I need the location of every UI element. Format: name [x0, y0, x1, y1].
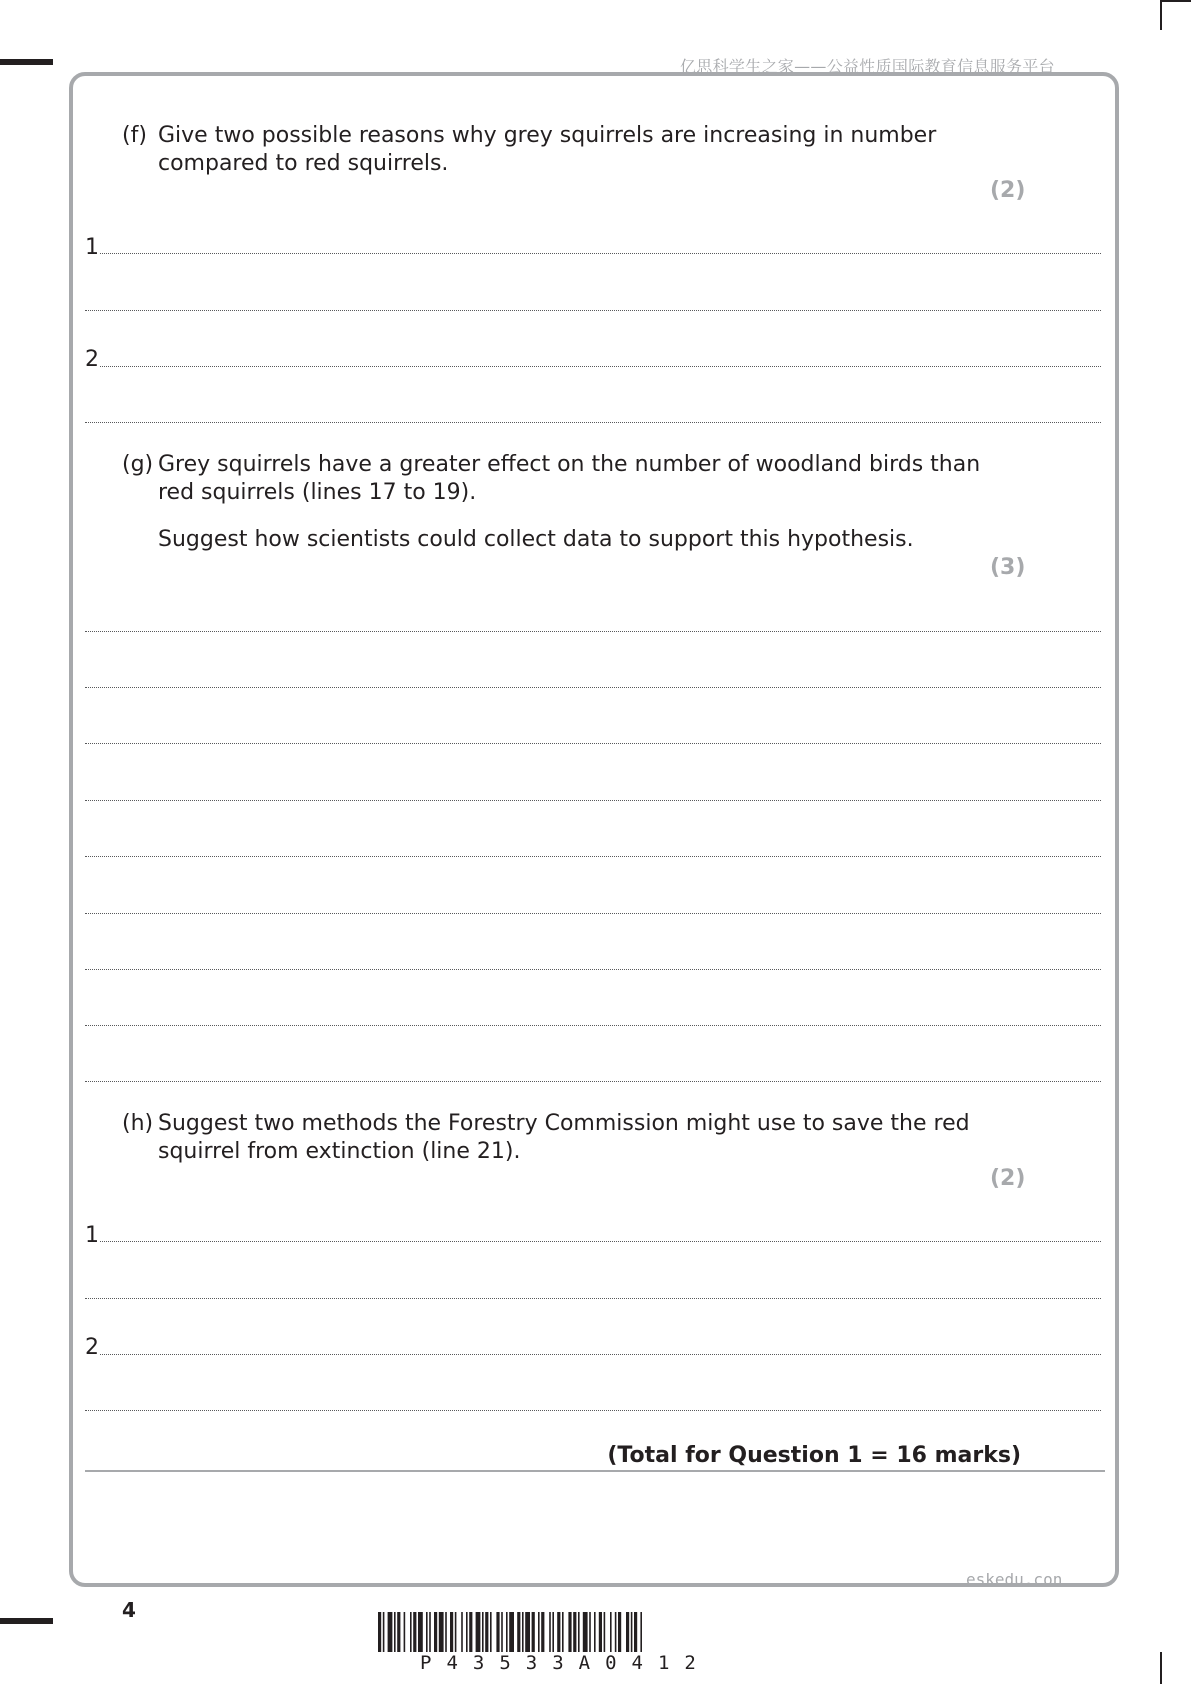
barcode-bar	[517, 1612, 520, 1652]
barcode-bar	[525, 1612, 530, 1652]
barcode-bar	[455, 1612, 457, 1652]
barcode-bar	[568, 1612, 571, 1652]
barcode-bar	[610, 1612, 612, 1652]
barcode-bar	[626, 1612, 629, 1652]
barcode-bar	[397, 1612, 400, 1652]
answer-line[interactable]	[85, 856, 1101, 857]
answer-line[interactable]	[85, 913, 1101, 914]
crop-mark	[0, 59, 53, 65]
answer-number: 2	[85, 347, 99, 372]
barcode-bar	[485, 1612, 488, 1652]
page-frame	[69, 72, 1119, 1587]
crop-mark	[1160, 1652, 1162, 1684]
question-g-marks: (3)	[990, 555, 1026, 580]
answer-line[interactable]	[85, 1025, 1101, 1026]
barcode-bar	[394, 1612, 396, 1652]
page-number: 4	[122, 1598, 136, 1622]
barcode-bar	[578, 1612, 580, 1652]
question-f-marks: (2)	[990, 178, 1026, 203]
answer-line[interactable]	[100, 1241, 1101, 1242]
answer-number: 1	[85, 235, 99, 260]
answer-line[interactable]	[85, 1081, 1101, 1082]
barcode-bar	[506, 1612, 508, 1652]
barcode	[378, 1612, 812, 1652]
barcode-bar	[490, 1612, 492, 1652]
barcode-bar	[476, 1612, 481, 1652]
barcode-bar	[450, 1612, 453, 1652]
answer-line[interactable]	[100, 366, 1101, 367]
barcode-bar	[549, 1612, 551, 1652]
barcode-bar	[509, 1612, 514, 1652]
barcode-bar	[541, 1612, 544, 1652]
answer-number: 2	[85, 1335, 99, 1360]
question-h-marks: (2)	[990, 1166, 1026, 1191]
barcode-bar	[429, 1612, 431, 1652]
crop-mark	[0, 1618, 53, 1624]
barcode-bar	[583, 1612, 588, 1652]
question-g-instruction: Suggest how scientists could collect data to support this hypothesis.	[158, 527, 914, 552]
barcode-bar	[439, 1612, 444, 1652]
watermark-bottom: eskedu.con	[966, 1570, 1063, 1589]
question-g-label: (g)	[122, 452, 154, 477]
barcode-bar	[445, 1612, 447, 1652]
barcode-bar	[378, 1612, 381, 1652]
barcode-bar	[538, 1612, 540, 1652]
watermark-top: 亿思科学生之家——公益性质国际教育信息服务平台	[680, 57, 1055, 76]
barcode-bar	[532, 1612, 535, 1652]
barcode-bar	[413, 1612, 416, 1652]
barcode-bar	[469, 1612, 472, 1652]
barcode-bar	[383, 1612, 385, 1652]
answer-line[interactable]	[85, 422, 1101, 423]
barcode-bar	[522, 1612, 524, 1652]
barcode-bar	[562, 1612, 564, 1652]
answer-number: 1	[85, 1223, 99, 1248]
answer-line[interactable]	[100, 253, 1101, 254]
question-f-text: Give two possible reasons why grey squirrels are increasing in number compared to red squirrels.	[158, 123, 937, 176]
barcode-bar	[615, 1612, 617, 1652]
barcode-bar	[426, 1612, 428, 1652]
barcode-bar	[496, 1612, 499, 1652]
barcode-bar	[461, 1612, 463, 1652]
barcode-bar	[434, 1612, 437, 1652]
barcode-bar	[557, 1612, 560, 1652]
question-f-label: (f)	[122, 123, 147, 148]
answer-line[interactable]	[85, 800, 1101, 801]
barcode-bar	[640, 1612, 642, 1652]
barcode-bar	[388, 1612, 393, 1652]
barcode-bar	[573, 1612, 576, 1652]
answer-line[interactable]	[85, 969, 1101, 970]
question-h-label: (h)	[122, 1111, 154, 1136]
barcode-bar	[418, 1612, 423, 1652]
answer-line[interactable]	[85, 631, 1101, 632]
barcode-text: P43533A0412	[420, 1652, 711, 1674]
barcode-bar	[631, 1612, 633, 1652]
answer-line[interactable]	[85, 743, 1101, 744]
barcode-bar	[466, 1612, 468, 1652]
barcode-bar	[618, 1612, 621, 1652]
question-g-text: Grey squirrels have a greater effect on the number of woodland birds than red squirrels (lines 17 to 19).	[158, 452, 981, 505]
barcode-bar	[634, 1612, 637, 1652]
total-rule	[85, 1470, 1105, 1472]
answer-line[interactable]	[85, 1298, 1101, 1299]
answer-line[interactable]	[85, 1410, 1101, 1411]
crop-mark	[1160, 0, 1191, 2]
barcode-bar	[594, 1612, 596, 1652]
barcode-bar	[404, 1612, 406, 1652]
barcode-bar	[552, 1612, 554, 1652]
barcode-bar	[482, 1612, 484, 1652]
barcode-bar	[501, 1612, 503, 1652]
total-marks: (Total for Question 1 = 16 marks)	[607, 1443, 1021, 1468]
barcode-bar	[410, 1612, 412, 1652]
barcode-bar	[599, 1612, 602, 1652]
question-h-text: Suggest two methods the Forestry Commission might use to save the red squirrel from extinction (line 21).	[158, 1111, 970, 1164]
barcode-bar	[589, 1612, 591, 1652]
answer-line[interactable]	[85, 310, 1101, 311]
answer-line[interactable]	[85, 687, 1101, 688]
barcode-bar	[604, 1612, 606, 1652]
answer-line[interactable]	[100, 1354, 1101, 1355]
crop-mark	[1160, 0, 1162, 30]
